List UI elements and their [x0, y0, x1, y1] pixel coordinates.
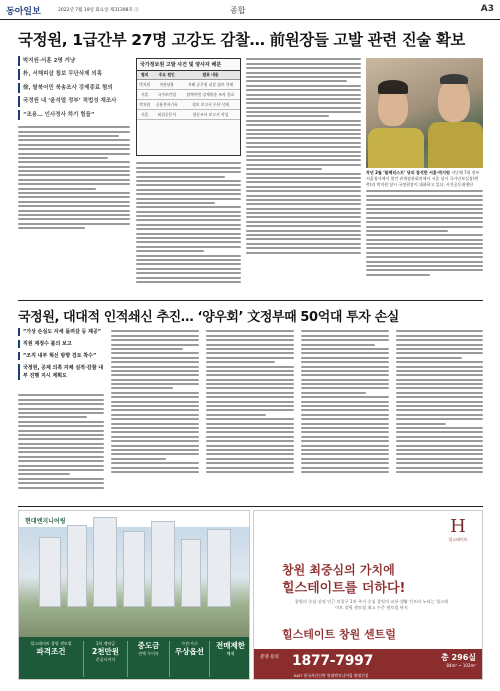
- table-row: [137, 90, 240, 100]
- article-second-col4: [301, 328, 389, 503]
- caption-text: 지난해 7월 정부 서울청사에서 열린 관계장관회의에서 서훈 당시 국가안보실장(왼쪽)과 박지원 당시 국정원장이 대화하고 있다. 사진공동취재단: [366, 170, 480, 187]
- logo-text: 힐스테이트: [448, 537, 468, 542]
- apartment-tower: [123, 531, 145, 607]
- ad-divider: [18, 506, 483, 507]
- article-main-subheads: [18, 56, 130, 120]
- subhead-b: 직원 재정수 불의 보고: [18, 340, 104, 348]
- article-second-col1: [18, 392, 104, 502]
- table-row: [137, 80, 240, 90]
- person-right-body: [428, 122, 483, 168]
- issue-date: 2022년 7월 19일 화요일 제31398호 ⓐ: [58, 8, 139, 13]
- section-label: 종합: [230, 6, 246, 15]
- table-cell: 국가보안법: [152, 90, 181, 100]
- logo-letter: H: [450, 516, 466, 537]
- offer-cell: [19, 641, 83, 677]
- ad-copy-line2: 힐스테이트를 더하다!: [282, 581, 406, 596]
- apartment-tower: [181, 539, 201, 607]
- offer-cell: [169, 641, 209, 677]
- caption-body-lines: [366, 190, 483, 275]
- table-cell: 탈북어민 강제북송 조사 종료: [181, 90, 240, 100]
- byline: 박지원·서훈 2명 겨냥: [18, 56, 130, 66]
- table-row: [137, 100, 240, 110]
- apartment-tower: [93, 517, 117, 607]
- news-photo[interactable]: [366, 58, 483, 168]
- section-divider: [18, 300, 483, 301]
- apartment-tower: [151, 521, 175, 607]
- offer-cell-main: 전매제한: [216, 641, 245, 650]
- table-cell: 합동조사 보고서 작성: [181, 110, 240, 120]
- unit-size-range: 84m² ~ 102m²: [446, 663, 476, 668]
- offer-cell: [209, 641, 250, 677]
- phone-label: 분양 문의: [260, 655, 279, 660]
- subhead-a: “가상 손실도 자세 돌려갈 등 제공”: [18, 328, 104, 336]
- person-left-body: [368, 128, 424, 168]
- data-table-box: [136, 58, 241, 156]
- article-main: [18, 56, 483, 297]
- offer-cell-top: 힐스테이트 창원 센트럴: [30, 641, 72, 646]
- ad-offer-bar: [19, 637, 250, 680]
- person-right-hair: [440, 74, 468, 84]
- table-row: [137, 110, 240, 120]
- sponsor-list: KAIT 한국자산신탁 현대엔지니어링 현대건설: [294, 673, 369, 678]
- article-main-col3: [246, 56, 361, 297]
- offer-cell-top: 가전·가구: [181, 641, 198, 646]
- ad-description: 창원의 중심 상권 인근 의창구 1차 주거 중심 창원의 교통·생활 인프라 누리는 힐스테이트 창원 센트럴 최고 수준 센트럴 단지: [294, 599, 449, 610]
- apartment-tower: [39, 537, 61, 607]
- article-second-col2: [111, 328, 199, 503]
- main-headline[interactable]: 국정원, 1급간부 27명 고강도 감찰… 前원장들 고발 관련 진술 확보: [18, 31, 465, 49]
- table-cell: 허위공문서: [152, 110, 181, 120]
- subhead-4: “조용… 인사정사 하기 힘들”: [18, 110, 130, 120]
- subhead-d: 국정원, 공제 의혹 자체 실적·감찰 내부 진행 지시 계획도: [18, 364, 104, 380]
- table-cell: 박지원: [137, 100, 152, 110]
- offer-cell-main: 2천만원: [92, 647, 119, 656]
- offer-cell-top: 1차 계약금: [95, 641, 116, 646]
- phone-number[interactable]: 1877-7997: [292, 653, 374, 669]
- caption-title: 작년 2월 ‘블랙리스트’ 당의 참석한 서훈·박지원: [366, 170, 450, 175]
- person-right-face: [438, 78, 470, 122]
- offer-cell: [83, 641, 127, 677]
- article-main-col1: [18, 56, 130, 297]
- offer-cell-main: 무상옵션: [175, 647, 204, 656]
- page-number: A3: [480, 4, 494, 14]
- subhead-c: “조직 내부 혁신 방향 검토 착수”: [18, 352, 104, 360]
- offer-cell-main: 중도금: [137, 641, 160, 650]
- table-header: 발표 내용: [181, 71, 240, 80]
- article-second: [18, 328, 483, 503]
- table-cell: 직권남용: [152, 80, 181, 90]
- masthead: [0, 0, 500, 20]
- article-main-col2: [136, 160, 241, 297]
- table-cell: 서훈: [137, 110, 152, 120]
- subhead-1: 朴, 서해피살 첩보 무단삭제 의혹: [18, 69, 130, 79]
- offer-cell-bottom: 준공시까지: [95, 657, 116, 662]
- ad-copy-line1: 창원 최중심의 가치에: [282, 563, 395, 577]
- table-title: 국가정보원 고발 사건 및 양사자 배분: [137, 59, 240, 71]
- offer-cell-bottom: 해제: [226, 651, 235, 656]
- data-table: [137, 71, 240, 120]
- ad-brand: 현대엔지니어링: [25, 518, 66, 525]
- apartment-tower: [67, 525, 87, 607]
- table-cell: 서훈: [137, 90, 152, 100]
- newspaper-logo: 동아일보: [6, 7, 41, 17]
- ad-contact-bar: [254, 649, 483, 680]
- article-second-col5: [396, 328, 483, 503]
- table-cell: 첩보 보고서 무단 삭제: [181, 100, 240, 110]
- table-cell: 서해 공무원 피살 첩보 삭제: [181, 80, 240, 90]
- offer-cell: [127, 641, 169, 677]
- apartment-tower: [207, 529, 231, 607]
- unit-count: [441, 653, 476, 668]
- apartment-rendering: [19, 527, 250, 637]
- article-second-col3: [206, 328, 294, 503]
- second-headline[interactable]: 국정원, 대대적 인적쇄신 추진… ‘양우회’ 文정부때 50억대 투자 손실: [18, 310, 399, 325]
- table-cell: 박지원: [137, 80, 152, 90]
- article-second-subheads: [18, 328, 104, 384]
- table-cell: 공용전자기록: [152, 100, 181, 110]
- subhead-3: 국정원 내 ‘윤석열 정부’ 적법성 재조사: [18, 96, 130, 106]
- unit-count-main: 총 296실: [441, 653, 476, 662]
- offer-cell-main: 파격조건: [36, 647, 66, 656]
- brand-logo-icon: [444, 517, 472, 543]
- table-header: 혐의: [137, 71, 152, 80]
- photo-caption: [366, 170, 483, 278]
- person-left-hair: [378, 80, 408, 94]
- ad-left[interactable]: [18, 510, 250, 680]
- table-header: 주요 원인: [152, 71, 181, 80]
- ad-right[interactable]: [253, 510, 483, 680]
- offer-cell-bottom: 전액 무이자: [138, 651, 159, 656]
- subhead-2: 徐, 탈북어민 북송조사 강제종료 혐의: [18, 83, 130, 93]
- body-text-lines: [18, 126, 130, 229]
- ad-complex-name: 힐스테이트 창원 센트럴: [282, 628, 396, 641]
